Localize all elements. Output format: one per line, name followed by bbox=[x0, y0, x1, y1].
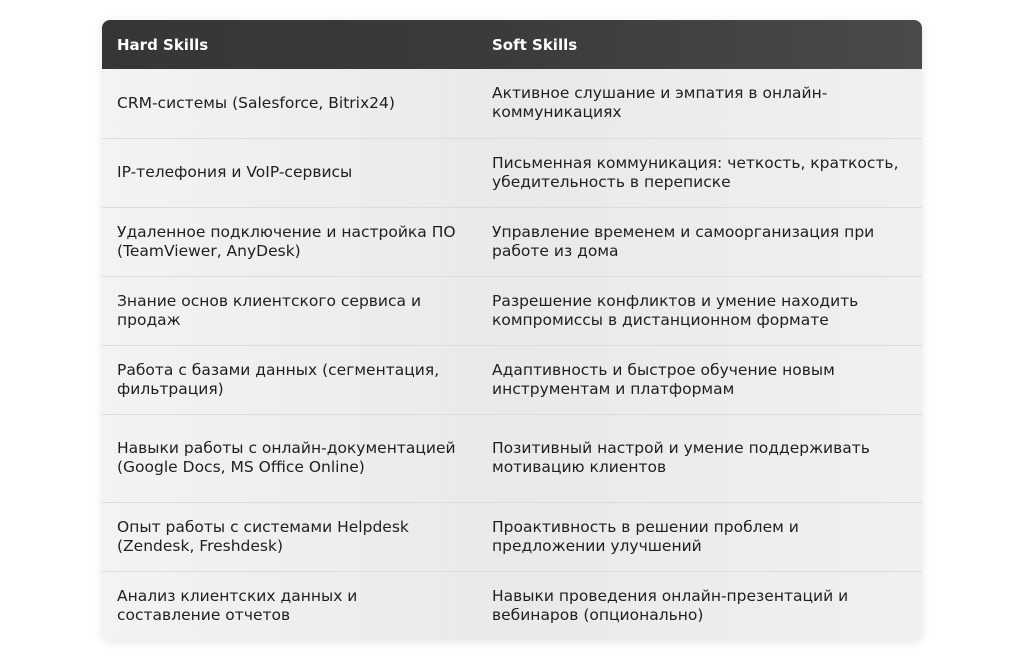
header-soft-skills: Soft Skills bbox=[492, 35, 578, 54]
skills-table bbox=[102, 20, 922, 640]
soft-skill-cell: Навыки проведения онлайн-презентаций и вебинаров (опционально) bbox=[492, 586, 849, 624]
hard-skill-cell: Опыт работы с системами Helpdesk (Zendesk, Freshdesk) bbox=[102, 502, 477, 571]
table-row bbox=[102, 571, 922, 640]
skills-table-container bbox=[102, 20, 922, 640]
soft-skill-cell: Адаптивность и быстрое обучение новым инструментам и платформам bbox=[477, 345, 922, 414]
header-hard-skills: Hard Skills bbox=[117, 35, 209, 54]
table-row bbox=[102, 414, 922, 502]
hard-skill-cell: Анализ клиентских данных и составление отчетов bbox=[117, 586, 358, 624]
soft-skill-cell: Разрешение конфликтов и умение находить компромиссы в дистанционном формате bbox=[477, 276, 922, 345]
hard-skill-cell: Знание основ клиентского сервиса и продаж bbox=[102, 276, 477, 345]
table-row bbox=[102, 69, 922, 138]
soft-skill-cell: Письменная коммуникация: четкость, краткость, убедительность в переписке bbox=[477, 138, 922, 207]
table-row bbox=[102, 502, 922, 571]
hard-skill-cell: Удаленное подключение и настройка ПО (TeamViewer, AnyDesk) bbox=[102, 207, 477, 276]
soft-skill-cell: Проактивность в решении проблем и предложении улучшений bbox=[477, 502, 922, 571]
hard-skill-cell: CRM-системы (Salesforce, Bitrix24) bbox=[102, 69, 477, 138]
table-header-row bbox=[102, 20, 922, 69]
hard-skill-cell: Работа с базами данных (сегментация, фильтрация) bbox=[102, 345, 477, 414]
table-row bbox=[102, 276, 922, 345]
table-row bbox=[102, 207, 922, 276]
hard-skill-cell: IP-телефония и VoIP-сервисы bbox=[102, 138, 477, 207]
table-row bbox=[102, 345, 922, 414]
table-row bbox=[102, 138, 922, 207]
hard-skill-cell: Навыки работы с онлайн-документацией (Google Docs, MS Office Online) bbox=[102, 414, 477, 502]
soft-skill-cell: Управление временем и самоорганизация при работе из дома bbox=[477, 207, 922, 276]
soft-skill-cell: Позитивный настрой и умение поддерживать мотивацию клиентов bbox=[477, 414, 922, 502]
soft-skill-cell: Активное слушание и эмпатия в онлайн-коммуникациях bbox=[477, 69, 922, 138]
